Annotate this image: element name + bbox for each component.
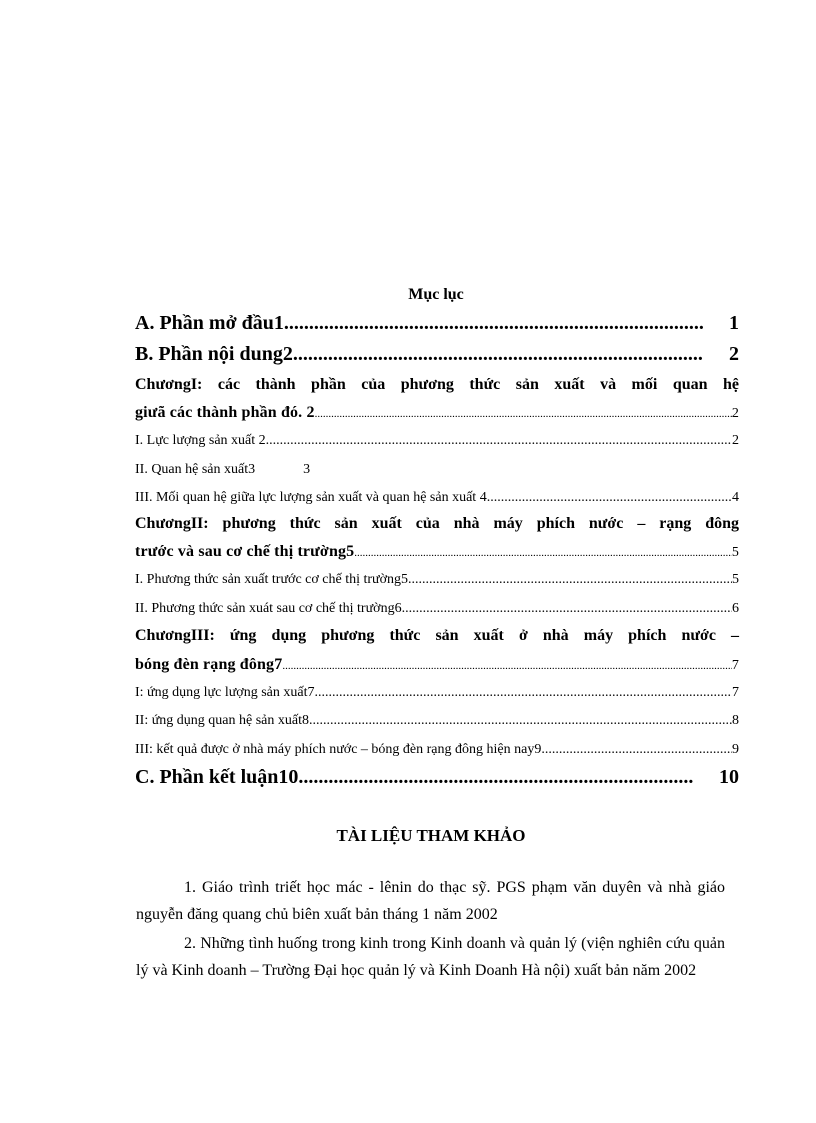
toc-page-number: 10 [719,766,739,788]
toc-entry-part-c[interactable] [135,766,739,794]
reference-item-1 [136,874,725,928]
toc-section-2-1[interactable] [135,572,739,594]
toc-page-number: 4 [732,490,739,505]
toc-entry-text: I: ứng dụng lực lượng sản xuất7 [135,685,315,700]
reference-text: 2. Những tình huống trong kinh trong Kinh doanh và quản lý (viện nghiên cứu quản lý và Kinh doanh – Trường Đại học quản lý và Kinh Doanh Hà nội) xuất bản năm 2002 [136,935,725,979]
toc-entry-part-b[interactable] [135,343,739,371]
toc-entry-text: I. Lực lượng sản xuất 2 [135,433,266,448]
toc-entry-text: I. Phương thức sản xuất trước cơ chế thị trường5 [135,572,409,587]
toc-chapter-2-line1[interactable]: ChươngII: phương thức sản xuất của nhà máy phích nước – rạng đông [135,515,739,532]
toc-entry-text: III: kết quả được ở nhà máy phích nước – bóng đèn rạng đông hiện nay9 [135,742,542,757]
toc-page-number: 7 [732,685,739,700]
toc-chapter-2-line2[interactable] [135,543,739,567]
toc-section-1-1[interactable] [135,433,739,455]
toc-entry-text: II. Quan hệ sản xuất3 [135,462,256,477]
reference-text: 1. Giáo trình triết học mác - lênin do thạc sỹ. PGS phạm văn duyên và nhà giáo nguyễn đăng quang chủ biên xuất bản tháng 1 năm 2002 [136,879,725,923]
toc-page-number: 2 [732,433,739,448]
toc-entry-text: B. Phần nội dung2 [135,343,293,365]
toc-entry-part-a[interactable] [135,312,739,340]
toc-leader-dots [266,433,732,449]
toc-leader-dots [541,742,732,758]
toc-chapter-3-line2[interactable] [135,656,739,680]
toc-chapter-3-line1[interactable]: ChươngIII: ứng dụng phương thức sản xuất ở nhà máy phích nước – [135,627,739,644]
toc-section-3-2[interactable] [135,713,739,735]
toc-entry-text: III. Mối quan hệ giữa lực lượng sản xuất và quan hệ sản xuất 4 [135,490,487,505]
toc-page-number: 3 [303,462,311,477]
toc-leader-dots [354,547,732,559]
toc-leader-dots [284,312,703,335]
toc-page-number: 5 [732,572,739,587]
references-title: TÀI LIỆU THAM KHẢO [336,826,526,845]
toc-leader-dots [309,713,732,729]
toc-section-2-2[interactable] [135,601,739,623]
toc-entry-text: trước và sau cơ chế thị trường5 [135,543,355,560]
toc-leader-dots [487,490,732,506]
toc-entry-text: II. Phương thức sản xuát sau cơ chế thị trường6 [135,601,402,616]
toc-page-number: 1 [729,312,739,334]
toc-title: Mục lục [408,286,464,303]
toc-page-number: 5 [731,545,739,560]
toc-page-number: 6 [732,601,739,616]
toc-leader-dots [314,685,732,701]
toc-chapter-1-line1[interactable]: ChươngI: các thành phần của phương thức sản xuất và mối quan hệ [135,376,739,393]
toc-leader-dots [298,766,693,789]
toc-entry-text: II: ứng dụng quan hệ sản xuất8 [135,713,309,728]
toc-entry-text: A. Phần mở đầu1 [135,312,284,334]
toc-entry-text: bóng đèn rạng đông7 [135,656,283,673]
toc-section-3-1[interactable] [135,685,739,707]
toc-leader-dots [282,660,732,672]
toc-section-1-3[interactable] [135,490,739,512]
toc-page-number: 2 [729,343,739,365]
toc-entry-text: giưã các thành phần đó. 2 [135,404,315,421]
toc-leader-dots [408,572,732,588]
toc-section-1-2[interactable] [135,462,739,484]
toc-leader-dots [293,343,703,366]
toc-chapter-1-line2[interactable] [135,404,739,428]
toc-page-number: 9 [732,742,739,757]
toc-section-3-3[interactable] [135,742,739,764]
toc-page-number: 7 [731,658,739,673]
toc-page-number: 2 [731,406,739,421]
toc-page-number: 8 [732,713,739,728]
toc-leader-dots [402,601,732,617]
reference-item-2 [136,930,725,984]
toc-leader-dots [315,408,732,420]
toc-entry-text: C. Phần kết luận10 [135,766,299,788]
